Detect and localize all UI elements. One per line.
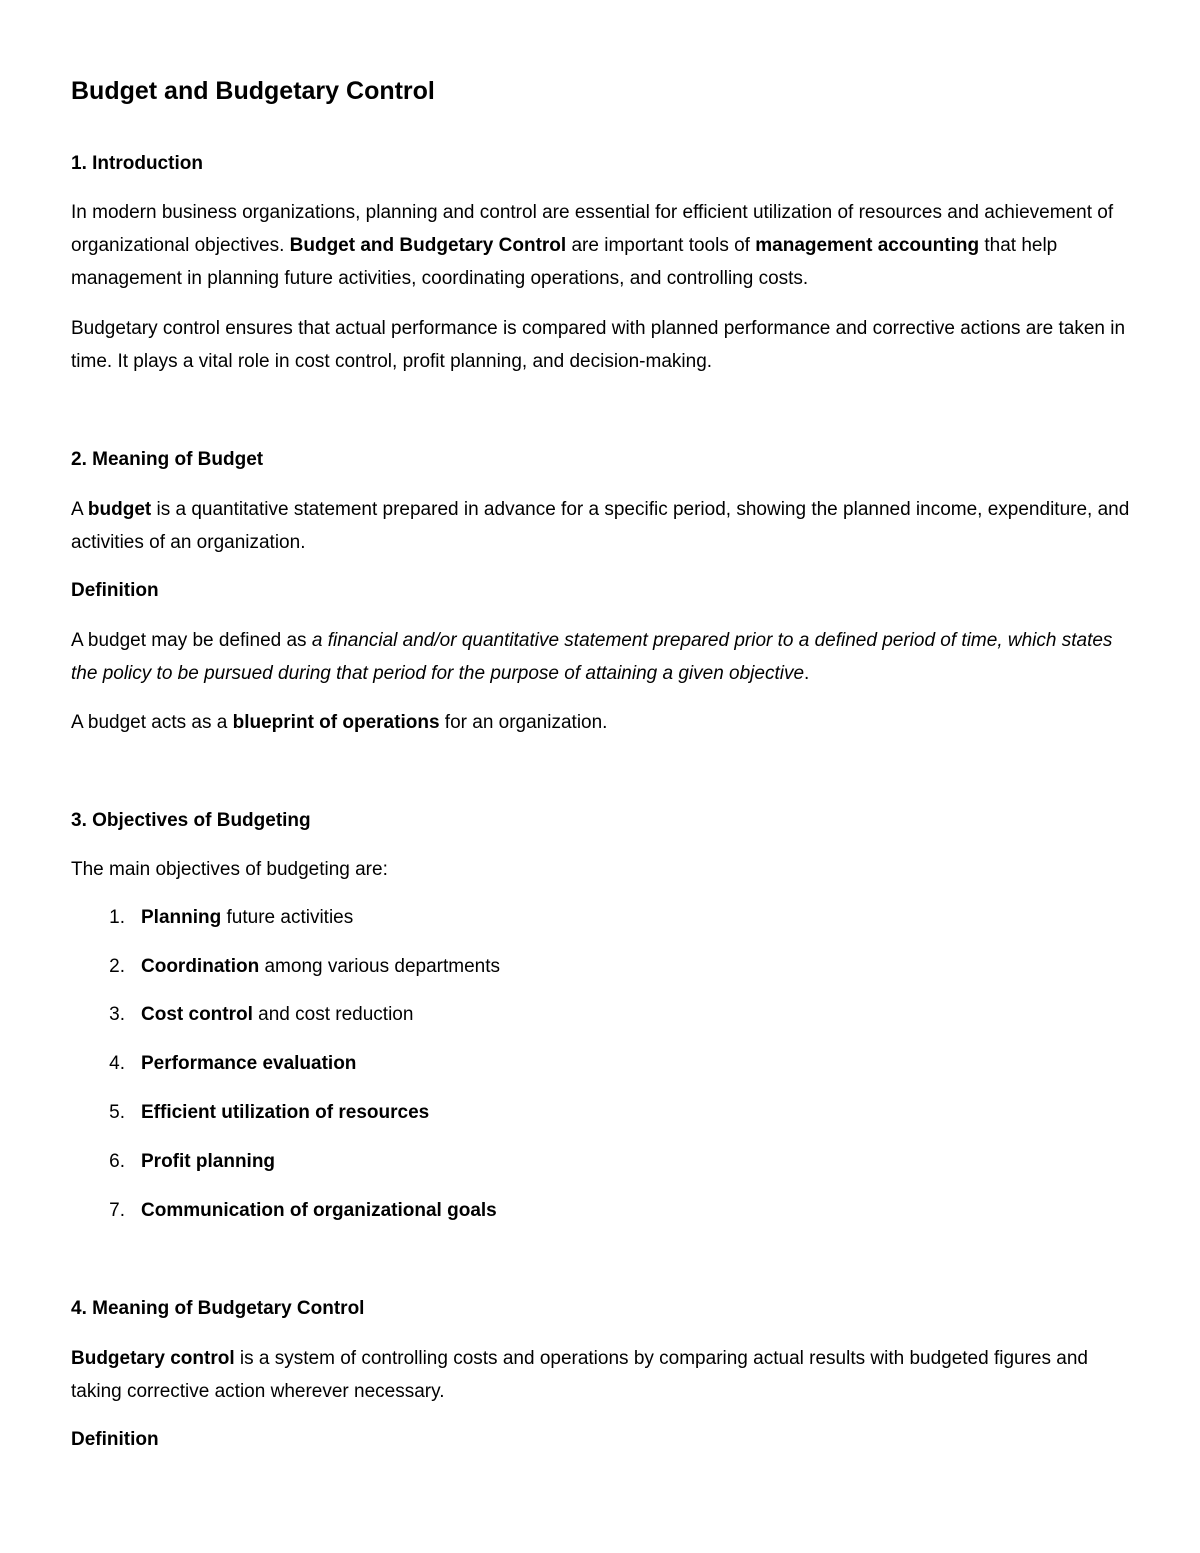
bold-term-blueprint-of-operations: blueprint of operations bbox=[232, 712, 440, 733]
text-run: are important tools of bbox=[566, 235, 756, 256]
list-number: 4. bbox=[109, 1053, 125, 1074]
budget-blueprint-paragraph bbox=[71, 706, 1131, 739]
list-item-bold: Cost control bbox=[141, 1004, 253, 1025]
budget-definition-paragraph bbox=[71, 624, 1131, 690]
text-run: is a system of controlling costs and operations by comparing actual results with budgeted figures and taking corrective action wherever necessary. bbox=[71, 1348, 1088, 1402]
list-item-bold: Profit planning bbox=[141, 1151, 276, 1172]
list-item-rest: and cost reduction bbox=[252, 1004, 414, 1025]
list-item-text bbox=[141, 953, 500, 981]
section-heading-objectives-of-budgeting: 3. Objectives of Budgeting bbox=[71, 810, 311, 831]
list-item-text bbox=[141, 1099, 429, 1127]
text-run: A budget may be defined as bbox=[71, 630, 312, 651]
section-heading-introduction: 1. Introduction bbox=[71, 153, 203, 174]
list-item-rest: future activities bbox=[221, 907, 354, 928]
document-title: Budget and Budgetary Control bbox=[71, 77, 435, 105]
list-item-bold: Coordination bbox=[141, 956, 260, 977]
bold-term-budget: budget bbox=[87, 499, 152, 520]
list-number: 3. bbox=[109, 1004, 125, 1025]
meaning-of-budget-paragraph bbox=[71, 493, 1131, 559]
text-run: A bbox=[71, 499, 88, 520]
list-number: 2. bbox=[109, 956, 125, 977]
section-heading-meaning-of-budget: 2. Meaning of Budget bbox=[71, 449, 264, 470]
introduction-paragraph-2: Budgetary control ensures that actual performance is compared with planned performance and corrective actions are taken in time. It plays a vital role in cost control, profit planning, and decision-making. bbox=[71, 318, 1126, 372]
introduction-paragraph-1 bbox=[71, 196, 1131, 295]
list-item-text bbox=[141, 904, 353, 932]
objectives-intro: The main objectives of budgeting are: bbox=[71, 859, 388, 880]
list-number: 7. bbox=[109, 1200, 125, 1221]
bold-term-budget-and-budgetary-control: Budget and Budgetary Control bbox=[289, 235, 567, 256]
bold-term-budgetary-control: Budgetary control bbox=[71, 1348, 235, 1369]
list-number: 6. bbox=[109, 1151, 125, 1172]
list-number: 5. bbox=[109, 1102, 125, 1123]
definition-label: Definition bbox=[71, 580, 159, 601]
text-run: In modern business organizations, planning and control are essential for efficient utilization of resources and achievement of organizational objectives. bbox=[71, 202, 1114, 256]
definition-label: Definition bbox=[71, 1429, 159, 1450]
list-item-bold: Planning bbox=[141, 907, 222, 928]
text-run: A budget acts as a bbox=[71, 712, 233, 733]
text-run: . bbox=[804, 663, 810, 684]
text-run: is a quantitative statement prepared in advance for a specific period, showing the planned income, expenditure, and activities of an organization. bbox=[71, 499, 1130, 553]
text-run: that help management in planning future activities, coordinating operations, and controlling costs. bbox=[71, 235, 1058, 289]
list-number: 1. bbox=[109, 907, 125, 928]
bold-term-management-accounting: management accounting bbox=[755, 235, 980, 256]
list-item-bold: Performance evaluation bbox=[141, 1053, 357, 1074]
list-item-rest: among various departments bbox=[259, 956, 500, 977]
list-item-text bbox=[141, 1197, 497, 1225]
list-item-text bbox=[141, 1148, 275, 1176]
list-item-bold: Communication of organizational goals bbox=[141, 1200, 497, 1221]
list-item-bold: Efficient utilization of resources bbox=[141, 1102, 430, 1123]
meaning-of-budgetary-control-paragraph bbox=[71, 1342, 1131, 1408]
italic-definition-text: a financial and/or quantitative statement prepared prior to a defined period of time, which states the policy to be pursued during that period for the purpose of attaining a given objective bbox=[71, 630, 1113, 684]
list-item-text bbox=[141, 1001, 413, 1029]
text-run: for an organization. bbox=[439, 712, 608, 733]
list-item-text bbox=[141, 1050, 356, 1078]
section-heading-meaning-of-budgetary-control: 4. Meaning of Budgetary Control bbox=[71, 1298, 365, 1319]
